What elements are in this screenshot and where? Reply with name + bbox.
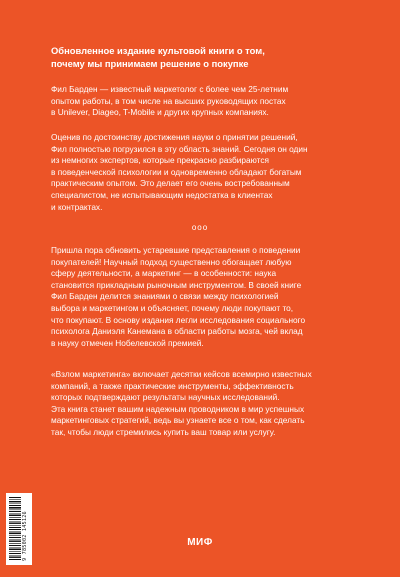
text-line: опытом работы, в том числе на высших руководящих постах	[51, 95, 286, 106]
headline-line-1: Обновленное издание культовой книги о том,	[51, 45, 265, 56]
text-line: так, чтобы люди стремились купить ваш товар или услугу.	[51, 426, 276, 437]
text-line: выбора и маркетингом и объясняет, почему люди покупают то,	[51, 302, 294, 313]
text-line: Пришла пора обновить устаревшие представления о поведении	[51, 245, 301, 255]
text-line: которых подтверждают результаты научных исследований.	[51, 392, 280, 403]
text-line: «Взлом маркетинга» включает десятки кейсов всемирно известных	[51, 369, 312, 379]
text-line: сферу деятельности, а маркетинг — в особенности: наука	[51, 268, 277, 279]
barcode-bars	[9, 497, 21, 561]
text-line: Оценив по достоинству достижения науки о принятии решений,	[51, 132, 298, 142]
text-line: в Unilever, Diageo, T-Mobile и других крупных компаниях.	[51, 107, 269, 118]
headline-line-2: почему мы принимаем решение о покупке	[51, 58, 249, 69]
text-line: Эта книга станет вашим надежным проводником в мир успешных	[51, 403, 305, 414]
author-expertise-paragraph	[51, 132, 361, 213]
text-line: маркетинговых стратегий, ведь вы узнаете все о том, как сделать	[51, 415, 305, 426]
text-line: и контрактах.	[51, 201, 103, 212]
text-line: в поведенческой психологии и одновременно обладают богатым	[51, 166, 302, 177]
text-line: из немногих экспертов, которые прекрасно разбираются	[51, 155, 269, 166]
text-line: Фил Барден — известный маркетолог с более чем 25-летним	[51, 84, 289, 94]
isbn-digits: 9 785002 145126	[22, 511, 28, 561]
text-line: Фил полностью погрузился в эту область знаний. Сегодня он один	[51, 143, 308, 154]
book-description-paragraph	[51, 245, 361, 349]
text-line: становится прикладным рыночным инструментом. В своей книге	[51, 279, 302, 290]
text-line: Фил Барден делится знаниями о связи между психологией	[51, 291, 279, 302]
text-line: психолога Даниэля Канемана в области работы мозга, чей вклад	[51, 326, 303, 337]
text-line: что покупают. В основу издания легли исследования социального	[51, 314, 306, 325]
publisher-logo: МИФ	[187, 537, 213, 548]
text-line: в науку отмечен Нобелевской премией.	[51, 337, 204, 348]
book-summary-paragraph	[51, 369, 361, 439]
author-bio-paragraph	[51, 84, 361, 119]
text-line: специалистом, не испытывающим недостатка в клиентах	[51, 189, 273, 200]
text-line: практическим опытом. Это делает его очень востребованным	[51, 178, 290, 189]
text-line: компаний, а также практические инструменты, эффективность	[51, 380, 294, 391]
isbn-barcode	[6, 493, 32, 565]
section-divider: ооо	[191, 223, 209, 232]
text-line: покупателей! Научный подход существенно обогащает любую	[51, 256, 292, 267]
cover-headline	[51, 44, 361, 70]
